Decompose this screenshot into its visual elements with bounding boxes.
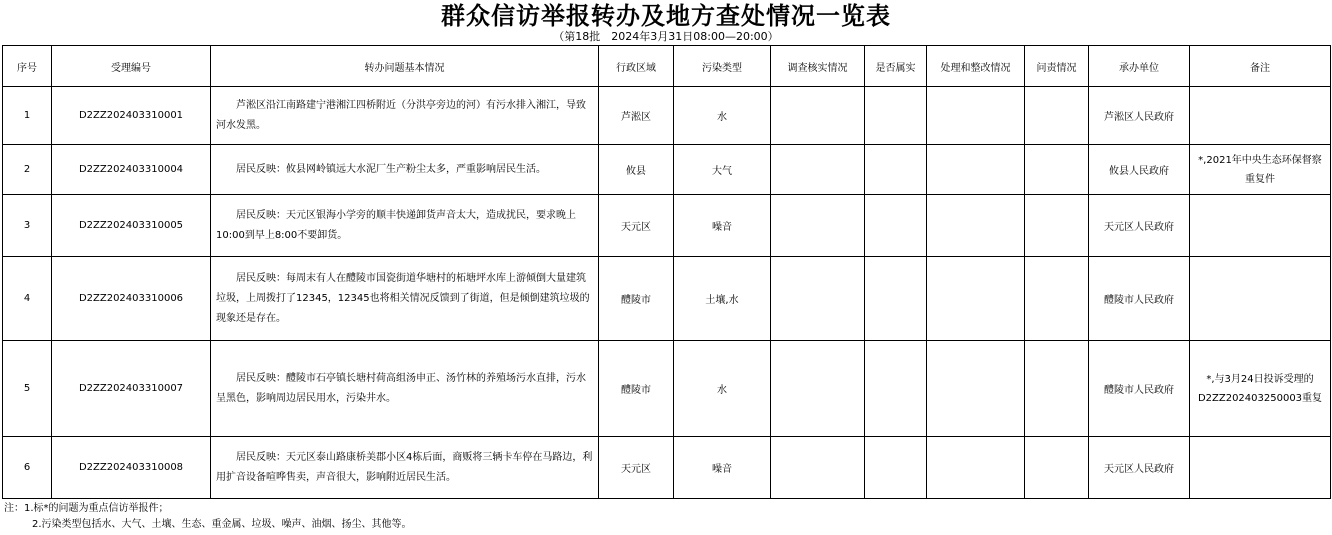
table-row xyxy=(3,257,1331,341)
cell-accountability xyxy=(1025,145,1089,195)
table-row xyxy=(3,341,1331,437)
cell-accountability xyxy=(1025,87,1089,145)
header-region: 行政区域 xyxy=(599,46,674,87)
cell-true xyxy=(865,195,927,257)
cell-investigation xyxy=(771,145,865,195)
cell-id: D2ZZ202403310008 xyxy=(52,437,211,499)
cell-investigation xyxy=(771,257,865,341)
cell-id: D2ZZ202403310006 xyxy=(52,257,211,341)
cell-id: D2ZZ202403310007 xyxy=(52,341,211,437)
cell-handling xyxy=(927,195,1025,257)
footnotes xyxy=(4,502,412,534)
cell-handling xyxy=(927,145,1025,195)
cell-investigation xyxy=(771,341,865,437)
header-investigation: 调查核实情况 xyxy=(771,46,865,87)
cell-id: D2ZZ202403310001 xyxy=(52,87,211,145)
cell-region: 天元区 xyxy=(599,195,674,257)
table-row xyxy=(3,145,1331,195)
cell-accountability xyxy=(1025,437,1089,499)
cell-unit: 芦淞区人民政府 xyxy=(1089,87,1190,145)
cell-desc: 居民反映：每周末有人在醴陵市国瓷街道华塘村的柘塘坪水库上游倾倒大量建筑垃圾，上周拨打了12345，12345也将相关情况反馈到了街道，但是倾倒建筑垃圾的现象还是存在。 xyxy=(211,257,599,341)
header-id: 受理编号 xyxy=(52,46,211,87)
cell-remark xyxy=(1190,195,1331,257)
cell-type: 大气 xyxy=(674,145,771,195)
cell-region: 醴陵市 xyxy=(599,341,674,437)
table-row xyxy=(3,87,1331,145)
cell-desc: 居民反映：醴陵市石亭镇长塘村荷高组汤申正、汤竹林的养殖场污水直排，污水呈黑色，影响周边居民用水，污染井水。 xyxy=(211,341,599,437)
cell-id: D2ZZ202403310005 xyxy=(52,195,211,257)
cell-investigation xyxy=(771,437,865,499)
cell-type: 水 xyxy=(674,87,771,145)
cell-true xyxy=(865,257,927,341)
header-accountability: 问责情况 xyxy=(1025,46,1089,87)
cell-handling xyxy=(927,87,1025,145)
cell-true xyxy=(865,145,927,195)
header-remark: 备注 xyxy=(1190,46,1331,87)
cell-unit: 攸县人民政府 xyxy=(1089,145,1190,195)
cell-desc: 居民反映：天元区泰山路康桥美郡小区4栋后面，商贩将三辆卡车停在马路边，利用扩音设备喧哗售卖，声音很大，影响附近居民生活。 xyxy=(211,437,599,499)
cell-handling xyxy=(927,341,1025,437)
cell-handling xyxy=(927,437,1025,499)
cell-no: 5 xyxy=(3,341,52,437)
footnote-1: 注：1.标*的问题为重点信访举报件； xyxy=(4,503,169,514)
cell-handling xyxy=(927,257,1025,341)
cell-remark: *,与3月24日投诉受理的D2ZZ202403250003重复 xyxy=(1190,341,1331,437)
cell-unit: 天元区人民政府 xyxy=(1089,437,1190,499)
cell-type: 土壤,水 xyxy=(674,257,771,341)
cell-investigation xyxy=(771,195,865,257)
cell-no: 1 xyxy=(3,87,52,145)
cell-accountability xyxy=(1025,195,1089,257)
cell-accountability xyxy=(1025,341,1089,437)
cell-desc: 居民反映：攸县网岭镇远大水泥厂生产粉尘太多，严重影响居民生活。 xyxy=(211,145,599,195)
cell-remark xyxy=(1190,87,1331,145)
cell-id: D2ZZ202403310004 xyxy=(52,145,211,195)
cell-region: 攸县 xyxy=(599,145,674,195)
cell-no: 3 xyxy=(3,195,52,257)
cell-type: 水 xyxy=(674,341,771,437)
cell-accountability xyxy=(1025,257,1089,341)
header-true: 是否属实 xyxy=(865,46,927,87)
cell-no: 6 xyxy=(3,437,52,499)
header-type: 污染类型 xyxy=(674,46,771,87)
table-header-row xyxy=(3,46,1331,87)
header-desc: 转办问题基本情况 xyxy=(211,46,599,87)
cell-region: 醴陵市 xyxy=(599,257,674,341)
page-title: 群众信访举报转办及地方查处情况一览表 xyxy=(441,1,891,30)
cell-true xyxy=(865,437,927,499)
cell-remark: *,2021年中央生态环保督察重复件 xyxy=(1190,145,1331,195)
cell-true xyxy=(865,87,927,145)
complaints-table xyxy=(2,45,1331,499)
batch-subtitle: （第18批 2024年3月31日08:00—20:00） xyxy=(553,30,779,43)
cell-region: 天元区 xyxy=(599,437,674,499)
header-unit: 承办单位 xyxy=(1089,46,1190,87)
cell-unit: 醴陵市人民政府 xyxy=(1089,257,1190,341)
table-row xyxy=(3,195,1331,257)
header-no: 序号 xyxy=(3,46,52,87)
cell-desc: 芦淞区沿江南路建宁港湘江四桥附近（分洪亭旁边的河）有污水排入湘江，导致河水发黑。 xyxy=(211,87,599,145)
cell-type: 噪音 xyxy=(674,437,771,499)
footnote-2: 2.污染类型包括水、大气、土壤、生态、重金属、垃圾、噪声、油烟、扬尘、其他等。 xyxy=(32,519,412,530)
cell-desc: 居民反映：天元区银海小学旁的顺丰快递卸货声音太大，造成扰民，要求晚上10:00到早上8:00不要卸货。 xyxy=(211,195,599,257)
cell-region: 芦淞区 xyxy=(599,87,674,145)
table-row xyxy=(3,437,1331,499)
cell-no: 4 xyxy=(3,257,52,341)
cell-unit: 醴陵市人民政府 xyxy=(1089,341,1190,437)
cell-type: 噪音 xyxy=(674,195,771,257)
header-handling: 处理和整改情况 xyxy=(927,46,1025,87)
cell-remark xyxy=(1190,257,1331,341)
cell-investigation xyxy=(771,87,865,145)
cell-true xyxy=(865,341,927,437)
cell-unit: 天元区人民政府 xyxy=(1089,195,1190,257)
cell-remark xyxy=(1190,437,1331,499)
cell-no: 2 xyxy=(3,145,52,195)
